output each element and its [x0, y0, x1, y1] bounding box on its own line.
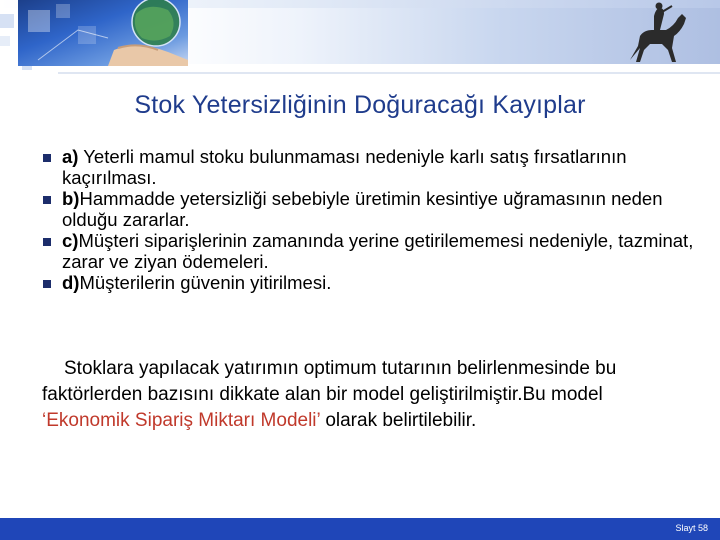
bullet-body: Müşteri siparişlerinin zamanında yerine getirilememesi nedeniyle, tazminat, zarar ve ziyan ödemeleri. [62, 230, 694, 272]
bullet-square-icon [43, 154, 51, 162]
paragraph-text-end: olarak belirtilebilir. [320, 410, 477, 431]
bullet-square-icon [43, 280, 51, 288]
bullet-square-icon [43, 196, 51, 204]
bullet-body: Hammadde yetersizliği sebebiyle üretimin kesintiye uğramasının neden olduğu zararlar. [62, 188, 663, 230]
statue-silhouette [600, 0, 705, 68]
bullet-item-b [40, 188, 700, 230]
bullet-body: Müşterilerin güvenin yitirilmesi. [79, 272, 332, 293]
bullet-key: d) [62, 272, 80, 293]
bullet-text [62, 230, 700, 272]
summary-paragraph [42, 356, 662, 434]
paragraph-text: Stoklara yapılacak yatırımın optimum tutarının belirlenmesinde bu faktörlerden bazısını dikkate alan bir model geliştirilmiştir.Bu model [42, 358, 617, 405]
bullet-item-a [40, 146, 700, 188]
header-banner [0, 0, 720, 72]
slide-title: Stok Yetersizliğinin Doğuracağı Kayıplar [134, 91, 586, 119]
footer-bar [0, 518, 720, 540]
paragraph-indent [42, 358, 64, 379]
bullet-square-icon [43, 238, 51, 246]
bullet-item-c [40, 230, 700, 272]
bullet-key: c) [62, 230, 79, 251]
decorative-square [0, 36, 10, 46]
header-divider [58, 72, 720, 74]
bullet-item-d [40, 272, 700, 293]
globe-hands-photo [18, 0, 188, 66]
slide-number: Slayt 58 [675, 523, 708, 533]
bullet-text [62, 188, 700, 230]
bullet-body: Yeterli mamul stoku bulunmaması nedeniyle karlı satış fırsatlarının kaçırılması. [62, 146, 627, 188]
bullet-list [40, 146, 700, 293]
globe-hands-illustration [18, 0, 188, 66]
decorative-square [0, 14, 14, 28]
bullet-key: a) [62, 146, 79, 167]
bullet-key: b) [62, 188, 80, 209]
paragraph-highlight: ‘Ekonomik Sipariş Miktarı Modeli’ [42, 410, 321, 431]
equestrian-statue-icon [600, 0, 705, 68]
bullet-text [62, 146, 700, 188]
bullet-text [62, 272, 700, 293]
